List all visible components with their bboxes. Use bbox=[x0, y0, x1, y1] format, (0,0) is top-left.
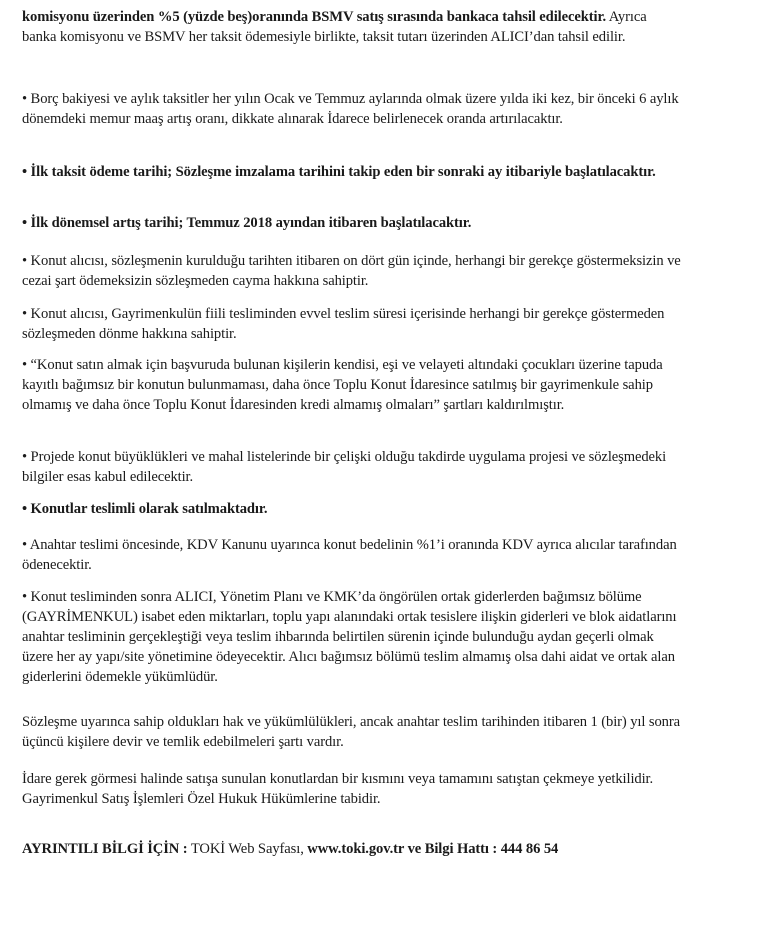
paragraph-transfer-condition-line-2: üçüncü kişilere devir ve temlik edebilmeleri şartı vardır. bbox=[22, 734, 344, 750]
paragraph-project-conflict-line-2: bilgiler esas kabul edilecektir. bbox=[22, 469, 194, 485]
paragraph-common-expenses-line-2: (GAYRİMENKUL) isabet eden miktarları, toplu yapı alanındaki ortak tesislere ilişkin giderleri ve blok aidatlarını bbox=[22, 609, 677, 625]
paragraph-common-expenses-line-4: üzere her ay yapı/site yönetimine ödeyecektir. Alıcı bağımsız bölümü teslim almamış olsa dahi aidat ve ortak alan bbox=[22, 649, 675, 665]
footer-url-link[interactable]: www.toki.gov.tr bbox=[307, 841, 405, 857]
paragraph-common-expenses-line-5: giderlerini ödemekle yükümlüdür. bbox=[22, 669, 218, 685]
paragraph-vat-line-1: • Anahtar teslimi öncesinde, KDV Kanunu uyarınca konut bedelinin %1’i oranında KDV ayrıca alıcılar tarafından bbox=[22, 537, 677, 553]
paragraph-conditions-removed-line-2: kayıtlı bağımsız bir konutun bulunmaması, daha önce Toplu Konut İdaresince satılmış bir gayrimenkule sahip bbox=[22, 377, 653, 393]
paragraph-withdrawal-right-line-1: • Konut alıcısı, sözleşmenin kurulduğu tarihten itibaren on dört gün içinde, herhangi bir gerekçe göstermeksizin ve bbox=[22, 253, 681, 269]
bsmv-regular-text: Ayrıca bbox=[606, 9, 647, 25]
paragraph-conditions-removed-line-1: • “Konut satın almak için başvuruda bulunan kişilerin kendisi, eşi ve velayeti altındaki çocukları üzerine tapuda bbox=[22, 357, 663, 373]
footer-phone: ve Bilgi Hattı : 444 86 54 bbox=[404, 841, 559, 857]
paragraph-transfer-condition-line-1: Sözleşme uyarınca sahip oldukları hak ve yükümlülükleri, ancak anahtar teslim tarihinden itibaren 1 (bir) yıl sonra bbox=[22, 714, 680, 730]
paragraph-rescission-right-line-1: • Konut alıcısı, Gayrimenkulün fiili tesliminden evvel teslim süresi içerisinde herhangi bir gerekçe göstermeden bbox=[22, 306, 665, 322]
paragraph-conditions-removed-line-3: olmamış ve daha önce Toplu Konut İdaresinden kredi almamış olmaları” şartları kaldırılmıştır. bbox=[22, 397, 565, 413]
paragraph-administration-rights-line-1: İdare gerek görmesi halinde satışa sunulan konutlardan bir kısmını veya tamamını satıştan çekmeye yetkilidir. bbox=[22, 771, 654, 787]
paragraph-withdrawal-right-line-2: cezai şart ödemeksizin sözleşmeden cayma hakkına sahiptir. bbox=[22, 273, 369, 289]
paragraph-turnkey-sale: • Konutlar teslimli olarak satılmaktadır. bbox=[22, 501, 268, 517]
paragraph-bsmv-line-2: banka komisyonu ve BSMV her taksit ödemesiyle birlikte, taksit tutarı üzerinden ALICI’dan tahsil edilir. bbox=[22, 29, 626, 45]
paragraph-bsmv-line-1 bbox=[22, 7, 647, 27]
paragraph-debt-increase-line-1: • Borç bakiyesi ve aylık taksitler her yılın Ocak ve Temmuz aylarında olmak üzere yılda iki kez, bir önceki 6 aylık bbox=[22, 91, 679, 107]
footer-web-text: TOKİ Web Sayfası, bbox=[187, 841, 308, 857]
footer-label: AYRINTILI BİLGİ İÇİN : bbox=[22, 841, 188, 857]
paragraph-common-expenses-line-1: • Konut tesliminden sonra ALICI, Yönetim Planı ve KMK’da öngörülen ortak giderlerden bağımsız bölüme bbox=[22, 589, 642, 605]
paragraph-debt-increase-line-2: dönemdeki memur maaş artış oranı, dikkate alınarak İdarece belirlenecek oranda artırılacaktır. bbox=[22, 111, 563, 127]
paragraph-common-expenses-line-3: anahtar tesliminin gerçekleştiği veya teslim ihbarında belirtilen sürenin içinde bulunduğu aydan geçerli olmak bbox=[22, 629, 654, 645]
footer-contact-info bbox=[22, 839, 558, 859]
bsmv-bold-text: komisyonu üzerinden %5 (yüzde beş)oranında BSMV satış sırasında bankaca tahsil edilecektir. bbox=[22, 9, 607, 25]
paragraph-project-conflict-line-1: • Projede konut büyüklükleri ve mahal listelerinde bir çelişki olduğu takdirde uygulama projesi ve sözleşmedeki bbox=[22, 449, 667, 465]
paragraph-rescission-right-line-2: sözleşmeden dönme hakkına sahiptir. bbox=[22, 326, 237, 342]
paragraph-first-increase: • İlk dönemsel artış tarihi; Temmuz 2018 ayından itibaren başlatılacaktır. bbox=[22, 215, 472, 231]
paragraph-first-installment: • İlk taksit ödeme tarihi; Sözleşme imzalama tarihini takip eden bir sonraki ay itibariyle başlatılacaktır. bbox=[22, 164, 656, 180]
paragraph-vat-line-2: ödenecektir. bbox=[22, 557, 92, 573]
paragraph-administration-rights-line-2: Gayrimenkul Satış İşlemleri Özel Hukuk Hükümlerine tabidir. bbox=[22, 791, 381, 807]
